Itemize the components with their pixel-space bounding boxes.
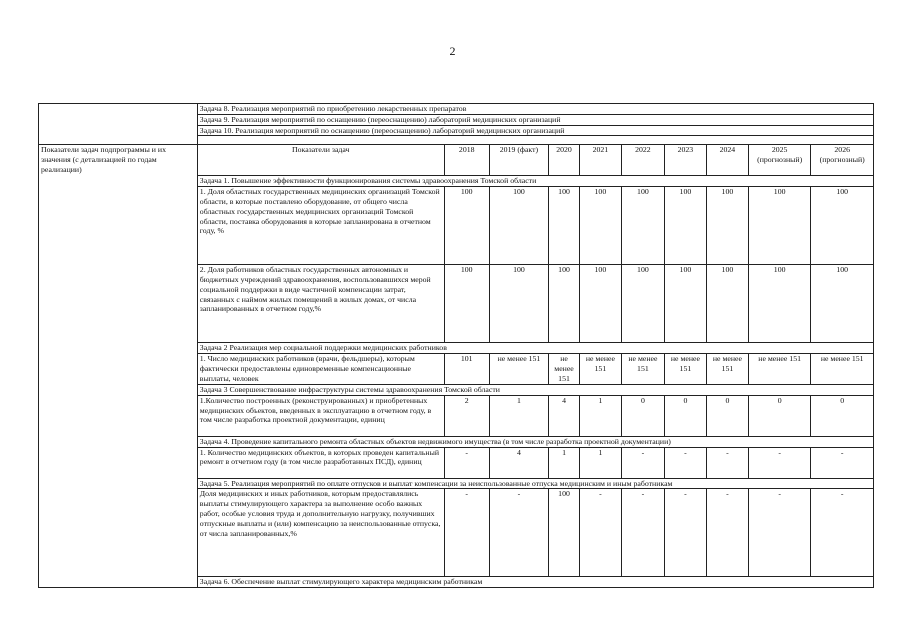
value-cell: - <box>444 447 489 478</box>
subprogram-indicators-table <box>38 103 874 588</box>
value-cell: 4 <box>549 395 580 436</box>
value-cell: 4 <box>489 447 548 478</box>
value-cell: 101 <box>444 353 489 384</box>
value-cell: 0 <box>706 395 748 436</box>
header-row <box>39 145 874 176</box>
value-cell: - <box>664 489 706 577</box>
value-cell: - <box>444 489 489 577</box>
value-cell: 100 <box>706 265 748 343</box>
value-cell: - <box>748 489 810 577</box>
value-cell: 100 <box>664 187 706 265</box>
value-cell: 1 <box>489 395 548 436</box>
table-row <box>39 104 874 115</box>
header-year: 2019 (факт) <box>489 145 548 176</box>
value-cell: 100 <box>549 187 580 265</box>
value-cell: 0 <box>621 395 664 436</box>
value-cell: - <box>664 447 706 478</box>
task-4-title: Задача 4. Проведение капитального ремонта областных объектов недвижимого имущества (в том числе разработка проектной документации) <box>197 436 873 447</box>
value-cell: 100 <box>489 187 548 265</box>
indicator-name: 1. Число медицинских работников (врачи, фельдшеры), которым фактически предоставлены единовременные компенсационные выплаты, человек <box>197 353 444 384</box>
value-cell: - <box>579 489 621 577</box>
header-year: 2018 <box>444 145 489 176</box>
value-cell: не менее 151 <box>549 353 580 384</box>
value-cell: 2 <box>444 395 489 436</box>
value-cell: - <box>621 489 664 577</box>
value-cell: 100 <box>444 187 489 265</box>
header-year: 2025 (прогнозный) <box>748 145 810 176</box>
value-cell: не менее 151 <box>621 353 664 384</box>
value-cell: 0 <box>664 395 706 436</box>
indicator-name: 1.Количество построенных (реконструированных) и приобретенных медицинских объектов, введенных в эксплуатацию в отчетном году, в том числе разработка проектной документации, единиц <box>197 395 444 436</box>
value-cell: - <box>811 447 874 478</box>
value-cell: 100 <box>444 265 489 343</box>
value-cell: - <box>706 489 748 577</box>
value-cell: 100 <box>664 265 706 343</box>
left-section-label: Показатели задач подпрограммы и их значения (с детализацией по годам реализации) <box>39 145 198 588</box>
value-cell: 100 <box>621 187 664 265</box>
header-year: 2020 <box>549 145 580 176</box>
value-cell: 100 <box>748 187 810 265</box>
value-cell: не менее 151 <box>811 353 874 384</box>
value-cell: 100 <box>748 265 810 343</box>
indicator-name: 1. Доля областных государственных медицинских организаций Томской области, в которые поставлено оборудование, от общего числа областных государственных медицинских организаций Томской области, поставка оборудования в которые запланирована в отчетном году, % <box>197 187 444 265</box>
header-year: 2023 <box>664 145 706 176</box>
task-9-title: Задача 9. Реализация мероприятий по оснащению (переоснащению) лабораторий медицинских организаций <box>197 114 873 125</box>
value-cell: - <box>621 447 664 478</box>
value-cell: - <box>748 447 810 478</box>
value-cell: не менее 151 <box>748 353 810 384</box>
header-indicator: Показатели задач <box>197 145 444 176</box>
value-cell: не менее 151 <box>489 353 548 384</box>
header-year: 2026 (прогнозный) <box>811 145 874 176</box>
value-cell: 0 <box>748 395 810 436</box>
value-cell: 1 <box>579 447 621 478</box>
indicator-name: 1. Количество медицинских объектов, в которых проведен капитальный ремонт в отчетном году (в том числе разработанных ПСД), единиц <box>197 447 444 478</box>
value-cell: 100 <box>549 265 580 343</box>
indicator-name: Доля медицинских и иных работников, которым предоставлялись выплаты стимулирующего характера за выполнение особо важных работ, особые условия труда и дополнительную нагрузку, получивших отпускные выплаты и (или) компенсацию за неиспользованные отпуска, от числа запланированных,% <box>197 489 444 577</box>
value-cell: 100 <box>706 187 748 265</box>
empty-cell <box>197 136 873 145</box>
task-6-title: Задача 6. Обеспечение выплат стимулирующего характера медицинским работникам <box>197 577 873 588</box>
page-number: 2 <box>449 44 456 58</box>
task-5-title: Задача 5. Реализация мероприятий по оплате отпусков и выплат компенсации за неиспользованные отпуска медицинским и иным работникам <box>197 478 873 489</box>
value-cell: 1 <box>579 395 621 436</box>
value-cell: 100 <box>549 489 580 577</box>
header-year: 2021 <box>579 145 621 176</box>
value-cell: 1 <box>549 447 580 478</box>
value-cell: не менее 151 <box>706 353 748 384</box>
value-cell: - <box>811 489 874 577</box>
value-cell: не менее 151 <box>579 353 621 384</box>
indicator-name: 2. Доля работников областных государственных автономных и бюджетных учреждений здравоохранения, воспользовавшихся мерой социальной поддержки в виде частичной компенсации затрат, связанных с наймом жилых помещений в жилых домах, от числа запланированных в отчетном году,% <box>197 265 444 343</box>
value-cell: - <box>706 447 748 478</box>
task-2-title: Задача 2 Реализация мер социальной поддержки медицинских работников <box>197 343 873 354</box>
value-cell: - <box>489 489 548 577</box>
task-1-title: Задача 1. Повышение эффективности функционирования системы здравоохранения Томской области <box>197 176 873 187</box>
task-8-title: Задача 8. Реализация мероприятий по приобретению лекарственных препаратов <box>197 104 873 115</box>
value-cell: 100 <box>489 265 548 343</box>
task-10-title: Задача 10. Реализация мероприятий по оснащению (переоснащению) лабораторий медицинских организаций <box>197 125 873 136</box>
header-year: 2024 <box>706 145 748 176</box>
value-cell: 0 <box>811 395 874 436</box>
left-blank-cell <box>39 104 198 145</box>
value-cell: 100 <box>621 265 664 343</box>
header-year: 2022 <box>621 145 664 176</box>
value-cell: не менее 151 <box>664 353 706 384</box>
value-cell: 100 <box>579 187 621 265</box>
value-cell: 100 <box>579 265 621 343</box>
task-3-title: Задача 3 Совершенствование инфраструктуры системы здравоохранения Томской области <box>197 384 873 395</box>
value-cell: 100 <box>811 265 874 343</box>
value-cell: 100 <box>811 187 874 265</box>
